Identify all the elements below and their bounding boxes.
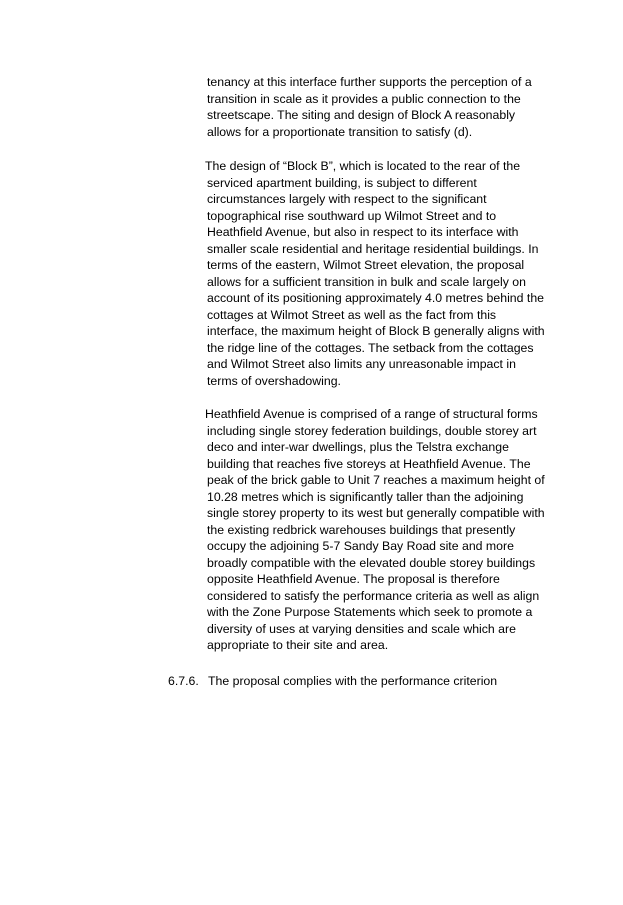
paragraph-line: single storey property to its west but generally compatible with [207, 506, 545, 520]
paragraph-line: peak of the brick gable to Unit 7 reaches a maximum height of [207, 473, 545, 487]
paragraph-line: tenancy at this interface further supports the perception of a [207, 75, 532, 89]
paragraph-line: the existing redbrick warehouses buildings that presently [207, 523, 516, 537]
paragraph-line: The design of “Block B”, which is located to the rear of the [205, 159, 521, 173]
item-text: The proposal complies with the performance criterion [208, 674, 498, 688]
paragraph-line: allows for a proportionate transition to satisfy (d). [207, 125, 473, 139]
paragraph-line: cottages at Wilmot Street as well as the fact from this [207, 308, 497, 322]
paragraph-line: diversity of uses at varying densities and scale which are [207, 622, 516, 636]
paragraph-line: Heathfield Avenue is comprised of a range of structural forms [205, 407, 538, 421]
paragraph-line: opposite Heathfield Avenue. The proposal is therefore [207, 572, 500, 586]
paragraph-line: terms of the eastern, Wilmot Street elevation, the proposal [207, 258, 525, 272]
paragraph-line: broadly compatible with the elevated double storey buildings [207, 556, 536, 570]
paragraph-line: considered to satisfy the performance criteria as well as align [207, 589, 540, 603]
paragraph-line: the ridge line of the cottages. The setback from the cottages [207, 341, 534, 355]
paragraph-line: smaller scale residential and heritage residential buildings. In [207, 242, 539, 256]
paragraph-line: including single storey federation buildings, double storey art [207, 424, 537, 438]
paragraph-line: deco and inter-war dwellings, plus the Telstra exchange [207, 440, 509, 454]
paragraph-line: 10.28 metres which is significantly taller than the adjoining [207, 490, 524, 504]
paragraph-line: account of its positioning approximately 4.0 metres behind the [207, 291, 544, 305]
paragraph-line: with the Zone Purpose Statements which seek to promote a [207, 605, 533, 619]
paragraph-line: topographical rise southward up Wilmot Street and to [207, 209, 497, 223]
paragraph-line: Heathfield Avenue, but also in respect to its interface with [207, 225, 519, 239]
paragraph-line: appropriate to their site and area. [207, 638, 389, 652]
paragraph-line: allows for a sufficient transition in bulk and scale largely on [207, 275, 526, 289]
paragraph-line: transition in scale as it provides a public connection to the [207, 92, 521, 106]
paragraph-line: terms of overshadowing. [207, 374, 341, 388]
paragraph-line: interface, the maximum height of Block B generally aligns with [207, 324, 545, 338]
paragraph-line: and Wilmot Street also limits any unreasonable impact in [207, 357, 516, 371]
paragraph-line: building that reaches five storeys at Heathfield Avenue. The [207, 457, 531, 471]
paragraph-line: serviced apartment building, is subject to different [207, 176, 477, 190]
paragraph-line: streetscape. The siting and design of Block A reasonably [207, 108, 516, 122]
item-number: 6.7.6. [168, 674, 199, 688]
paragraph-line: circumstances largely with respect to the significant [207, 192, 487, 206]
paragraph-line: occupy the adjoining 5-7 Sandy Bay Road site and more [207, 539, 514, 553]
